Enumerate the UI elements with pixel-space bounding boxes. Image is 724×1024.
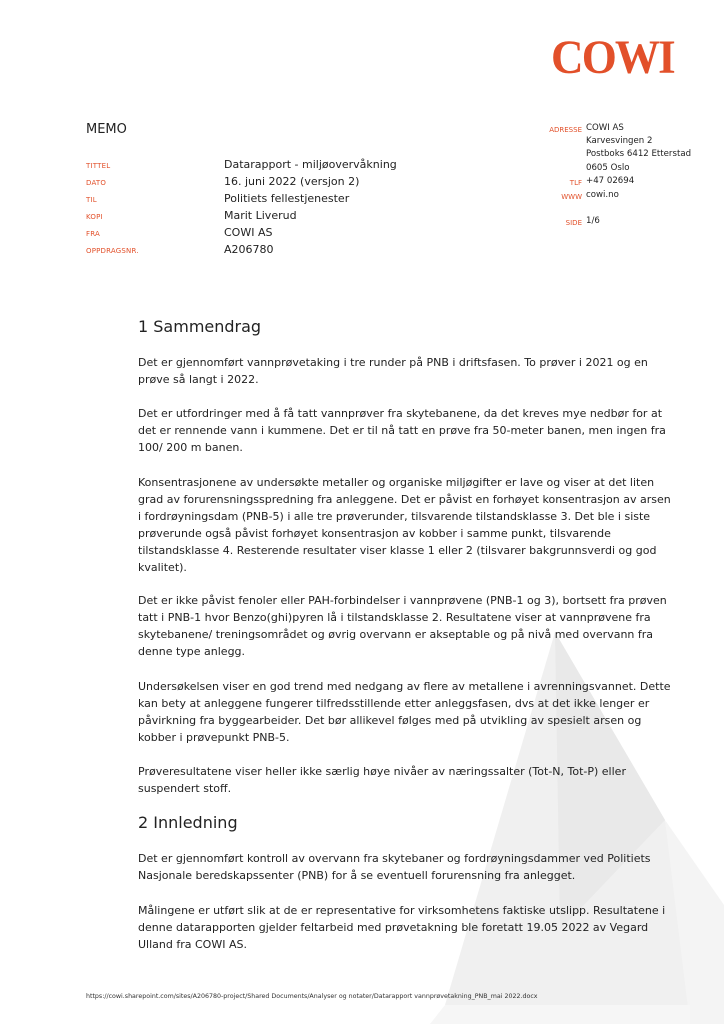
address-line: Karvesvingen 2 — [586, 136, 653, 146]
paragraph: Prøveresultatene viser heller ikke særlig høye nivåer av næringssalter (Tot-N, Tot-P) eller suspendert stoff. — [138, 765, 626, 795]
to-value: Politiets fellestjenester — [224, 192, 350, 205]
website-label: WWW — [561, 193, 582, 201]
phone-value: +47 02694 — [586, 176, 635, 186]
paragraph: Det er ikke påvist fenoler eller PAH-forbindelser i vannprøvene (PNB-1 og 3), bortsett fra prøven tatt i PNB-1 hvor Benzo(ghi)pyren lå i tilstandsklasse 2. Resultatene viser at vannprøvene fra skytebanene/ treningsområdet og øvrig overvann er akseptable og på nivå med overvann fra denne type anlegg. — [138, 594, 667, 658]
website-link[interactable]: cowi.no — [586, 190, 619, 200]
page-label: SIDE — [565, 219, 582, 227]
paragraph: Målingene er utført slik at de er representative for virksomhetens faktiske utslipp. Resultatene i denne datarapporten gjelder feltarbeid med prøvetakning ble foretatt 19.05 2022 av Vegard Ulland fra COWI AS. — [138, 904, 666, 951]
assignment-number-value: A206780 — [224, 243, 274, 256]
page-number: 1/6 — [586, 216, 600, 226]
paragraph: Det er gjennomført kontroll av overvann fra skytebaner og fordrøyningsdammer ved Politiets Nasjonale beredskapssenter (PNB) for å se eventuell forurensning fra anlegget. — [138, 852, 651, 882]
title-label: TITTEL — [86, 162, 111, 170]
paragraph: Det er gjennomført vannprøvetaking i tre runder på PNB i driftsfasen. To prøver i 2021 og en prøve så langt i 2022. — [138, 356, 648, 386]
cowi-logo: COWI — [551, 31, 674, 84]
title-value: Datarapport - miljøovervåkning — [224, 158, 397, 171]
copy-label: KOPI — [86, 213, 103, 221]
document-path: https://cowi.sharepoint.com/sites/A206780-project/Shared Documents/Analyser og notater/Datarapport vannprøvetakning_PNB_mai 2022.docx — [86, 993, 538, 1000]
to-label: TIL — [86, 196, 97, 204]
date-label: DATO — [86, 179, 107, 187]
memo-title: MEMO — [86, 122, 127, 137]
phone-label: TLF — [569, 179, 582, 187]
section-heading: 2 Innledning — [138, 813, 238, 832]
address-line: 0605 Oslo — [586, 163, 630, 173]
address-line: Postboks 6412 Etterstad — [586, 149, 692, 159]
paragraph: Konsentrasjonene av undersøkte metaller og organiske miljøgifter er lave og viser at det liten grad av forurensningsspredning fra anleggene. Det er påvist en forhøyet konsentrasjon av arsen i fordrøyningsdam (PNB-5) i alle tre prøverunder, tilsvarende tilstandsklasse 3. Det ble i siste prøverunde også påvist forhøyet konsentrasjon av kobber i samme punkt, tilsvarende tilstandsklasse 4. Resterende resultater viser klasse 1 eller 2 (tilsvarer bakgrunnsverdi og god kvalitet). — [138, 476, 671, 574]
paragraph: Det er utfordringer med å få tatt vannprøver fra skytebanene, da det kreves mye nedbør for at det er rennende vann i kummene. Det er til nå tatt en prøve fra 50-meter banen, men ingen fra 100/ 200 m banen. — [138, 407, 666, 454]
address-line: COWI AS — [586, 123, 624, 133]
address-label: ADRESSE — [549, 126, 582, 134]
paragraph: Undersøkelsen viser en god trend med nedgang av flere av metallene i avrenningsvannet. Dette kan bety at anleggene fungerer tilfredsstillende etter anleggsfasen, dvs at det ikke lenger er påvirkning fra byggearbeider. Det bør allikevel følges med på utvikling av spesielt arsen og kobber i prøvepunkt PNB-5. — [138, 680, 671, 744]
assignment-number-label: OPPDRAGSNR. — [86, 247, 139, 255]
from-value: COWI AS — [224, 226, 273, 239]
section-heading: 1 Sammendrag — [138, 317, 262, 336]
copy-value: Marit Liverud — [224, 209, 297, 222]
from-label: FRA — [86, 230, 100, 238]
date-value: 16. juni 2022 (versjon 2) — [224, 175, 360, 188]
